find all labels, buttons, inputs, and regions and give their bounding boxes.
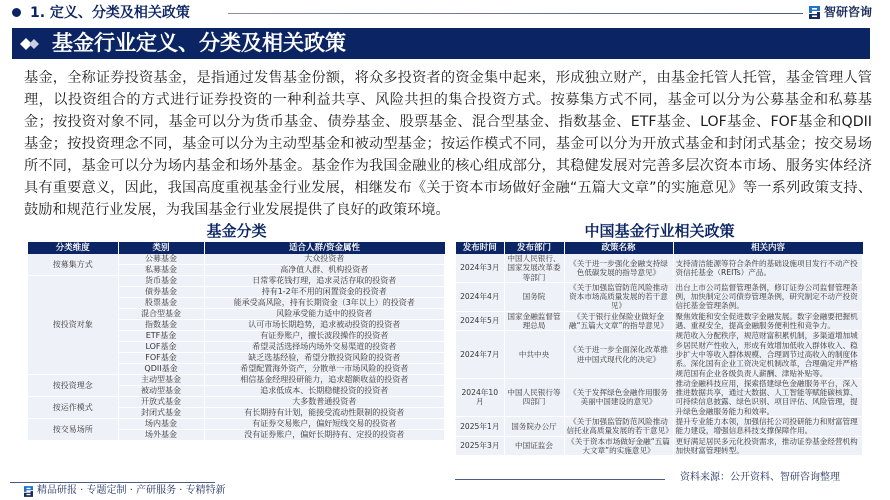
audience-cell: 风险承受能力适中的投资者 [204, 309, 445, 320]
dimension-cell: 按投资对象 [28, 276, 118, 375]
name-cell: 《关于加强监管防范风险推动信托业高质量发展的若干意见》 [564, 417, 673, 437]
table-row [456, 311, 863, 331]
policy-table [456, 242, 863, 456]
date-cell: 2024年5月 [456, 311, 504, 331]
header-divider [228, 13, 803, 14]
classification-table [28, 242, 445, 441]
table-row [456, 282, 863, 311]
source-divider [455, 479, 665, 480]
section-label: 1. 定义、分类及相关政策 [30, 5, 190, 21]
audience-cell: 能承受高风险，持有长期资金（3年以上）的投资者 [204, 298, 445, 309]
audience-cell: 日常零花钱打理，追求灵活存取的投资者 [204, 276, 445, 287]
dimension-cell: 按募集方式 [28, 254, 118, 276]
date-cell: 2024年7月 [456, 331, 504, 378]
date-cell: 2025年1月 [456, 417, 504, 437]
table-row [456, 378, 863, 416]
audience-cell: 持有1-2年不用的闲置资金的投资者 [204, 287, 445, 298]
audience-cell: 高净值人群、机构投资者 [204, 265, 445, 276]
audience-cell: 没有证券账户，偏好长期持有、定投的投资者 [204, 430, 445, 441]
column-header: 政策名称 [564, 242, 673, 254]
category-cell: 混合型基金 [118, 309, 204, 320]
column-header: 发布部门 [504, 242, 564, 254]
table-row [28, 276, 445, 287]
department-cell: 中共中央 [504, 331, 564, 378]
category-cell: 场外基金 [118, 430, 204, 441]
content-cell: 推动金融科技应用，探索搭建绿色金融服务平台，深入推进数据共享，通过大数据、人工智能等赋能碳核算、可持续信息披露、绿色识别、项目评估、风险管理，提升绿色金融服务能力和效率。 [673, 378, 863, 416]
content-cell: 聚焦效能和安全促进数字金融发展。数字金融要把握机遇、重视安全，提高金融服务便利性和竞争力。 [673, 311, 863, 331]
section-header [0, 0, 890, 26]
footer-divider [10, 482, 215, 483]
date-cell: 2025年3月 [456, 436, 504, 456]
column-header: 类别 [118, 242, 204, 254]
category-cell: 货币基金 [118, 276, 204, 287]
category-cell: LOF基金 [118, 342, 204, 353]
column-header: 发布时间 [456, 242, 504, 254]
column-header: 适合人群/资金属性 [204, 242, 445, 254]
table-row [456, 331, 863, 378]
table-row [28, 397, 445, 408]
name-cell: 《关于进一步强化金融支持绿色低碳发展的指导意见》 [564, 254, 673, 282]
classification-title: 基金分类 [206, 222, 267, 240]
date-cell: 2024年10月 [456, 378, 504, 416]
table-row [456, 436, 863, 456]
name-cell: 《关于资本市场做好金融“五篇大文章”的实施意见》 [564, 436, 673, 456]
zhiyan-logo-icon [809, 6, 820, 19]
category-cell: 股票基金 [118, 298, 204, 309]
department-cell: 中国人民银行、国家发展改革委等部门 [504, 254, 564, 282]
content-cell: 出台上市公司监督管理条例，修订证券公司监督管理条例，加快制定公司债券管理条例，研究制定不动产投资信托基金管理条例。 [673, 282, 863, 311]
audience-cell: 缺乏选基经验，希望分散投资风险的投资者 [204, 353, 445, 364]
name-cell: 《关于银行业保险业做好金融“五篇大文章”的指导意见》 [564, 311, 673, 331]
category-cell: 债券基金 [118, 287, 204, 298]
audience-cell: 希望灵活选择场内场外交易渠道的投资者 [204, 342, 445, 353]
category-cell: 指数基金 [118, 320, 204, 331]
content-cell: 更好满足居民多元化投资需求，推动证券基金经营机构加快财富管理转型。 [673, 436, 863, 456]
intro-paragraph: 基金，全称证券投资基金，是指通过发售基金份额，将众多投资者的资金集中起来，形成独立财产，由基金托管人托管，基金管理人管理，以投资组合的方式进行证券投资的一种利益共享、风险共担的集合投资方式。按募集方式不同，基金可以分为公募基金和私募基金；按投资对象不同，基金可以分为货币基金、债券基金、股票基金、混合型基金、指数基金、ETF基金、LOF基金、FOF基金和QDII基金；按投资理念不同，基金可以分为主动型基金和被动型基金；按运作模式不同，基金可以分为开放式基金和封闭式基金；按交易场所不同，基金可以分为场内基金和场外基金。基金作为我国金融业的核心组成部分，其稳健发展对完善多层次资本市场、服务实体经济具有重要意义，因此，我国高度重视基金行业发展，相继发布《关于资本市场做好金融“五篇大文章”的实施意见》等一系列政策支持、鼓励和规范行业发展，为我国基金行业发展提供了良好的政策环境。 [24, 70, 872, 218]
table-row [28, 419, 445, 430]
source-note: 资料来源：公开资料、智研咨询整理 [680, 472, 840, 483]
audience-cell: 大众投资者 [204, 254, 445, 265]
category-cell: 场内基金 [118, 419, 204, 430]
name-cell: 《关于加强监管防范风险推动资本市场高质量发展的若干意见》 [564, 282, 673, 311]
table-row [28, 375, 445, 386]
audience-cell: 大多数普通投资者 [204, 397, 445, 408]
department-cell: 中国证监会 [504, 436, 564, 456]
name-cell: 《关于发挥绿色金融作用服务美丽中国建设的意见》 [564, 378, 673, 416]
table-row [28, 254, 445, 265]
category-cell: 开放式基金 [118, 397, 204, 408]
category-cell: ETF基金 [118, 331, 204, 342]
audience-cell: 追求低成本、长期稳健投资的投资者 [204, 386, 445, 397]
page-title: 基金行业定义、分类及相关政策 [52, 31, 346, 55]
content-cell: 提升专业能力本领，加强信托公司投研能力和财富管理能力建设，增强信息科技支撑保障作用。 [673, 417, 863, 437]
brand-name: 智研咨询 [823, 5, 872, 19]
policy-title: 中国基金行业相关政策 [584, 222, 735, 240]
column-header: 相关内容 [673, 242, 863, 254]
table-row [456, 417, 863, 437]
department-cell: 国家金融监督管理总局 [504, 311, 564, 331]
table-header-row [456, 242, 863, 254]
content-cell: 规范收入分配秩序，规范财富积累机制，多渠道增加城乡居民财产性收入，形成有效增加低收入群体收入、稳步扩大中等收入群体规模、合理调节过高收入的制度体系。深化国有企业工资决定机制改革，合理确定并严格规范国有企业各级负责人薪酬、津贴补贴等。 [673, 331, 863, 378]
dimension-cell: 按交易场所 [28, 419, 118, 441]
date-cell: 2024年4月 [456, 282, 504, 311]
category-cell: 公募基金 [118, 254, 204, 265]
category-cell: 被动型基金 [118, 386, 204, 397]
audience-cell: 认可市场长期趋势，追求被动投资的投资者 [204, 320, 445, 331]
tagline-text: 精品研报 · 专题定制 · 产研服务 · 专精特新 [37, 485, 226, 496]
name-cell: 《关于进一步全面深化改革推进中国式现代化的决定》 [564, 331, 673, 378]
brand-logo [809, 5, 872, 19]
title-bar [12, 28, 870, 59]
column-header: 分类维度 [28, 242, 118, 254]
category-cell: QDII基金 [118, 364, 204, 375]
dimension-cell: 按投资理念 [28, 375, 118, 397]
category-cell: 主动型基金 [118, 375, 204, 386]
footer-tagline [24, 485, 226, 497]
category-cell: 封闭式基金 [118, 408, 204, 419]
content-cell: 支持清洁能源等符合条件的基础设施项目发行不动产投资信托基金（REITs）产品。 [673, 254, 863, 282]
audience-cell: 希望配置海外资产，分散单一市场风险的投资者 [204, 364, 445, 375]
double-diamond-icon [20, 38, 44, 50]
department-cell: 国务院办公厅 [504, 417, 564, 437]
date-cell: 2024年3月 [456, 254, 504, 282]
table-header-row [28, 242, 445, 254]
category-cell: FOF基金 [118, 353, 204, 364]
zhiyan-logo-icon [24, 486, 33, 497]
dimension-cell: 按运作模式 [28, 397, 118, 419]
department-cell: 中国人民银行等四部门 [504, 378, 564, 416]
audience-cell: 有证券账户，擅长波段操作的投资者 [204, 331, 445, 342]
audience-cell: 相信基金经理投研能力，追求超额收益的投资者 [204, 375, 445, 386]
bullet-dot-icon [12, 8, 21, 17]
department-cell: 国务院 [504, 282, 564, 311]
table-row [456, 254, 863, 282]
audience-cell: 有证券交易账户，偏好短线交易的投资者 [204, 419, 445, 430]
audience-cell: 有长期持有计划，能接受流动性限制的投资者 [204, 408, 445, 419]
category-cell: 私募基金 [118, 265, 204, 276]
